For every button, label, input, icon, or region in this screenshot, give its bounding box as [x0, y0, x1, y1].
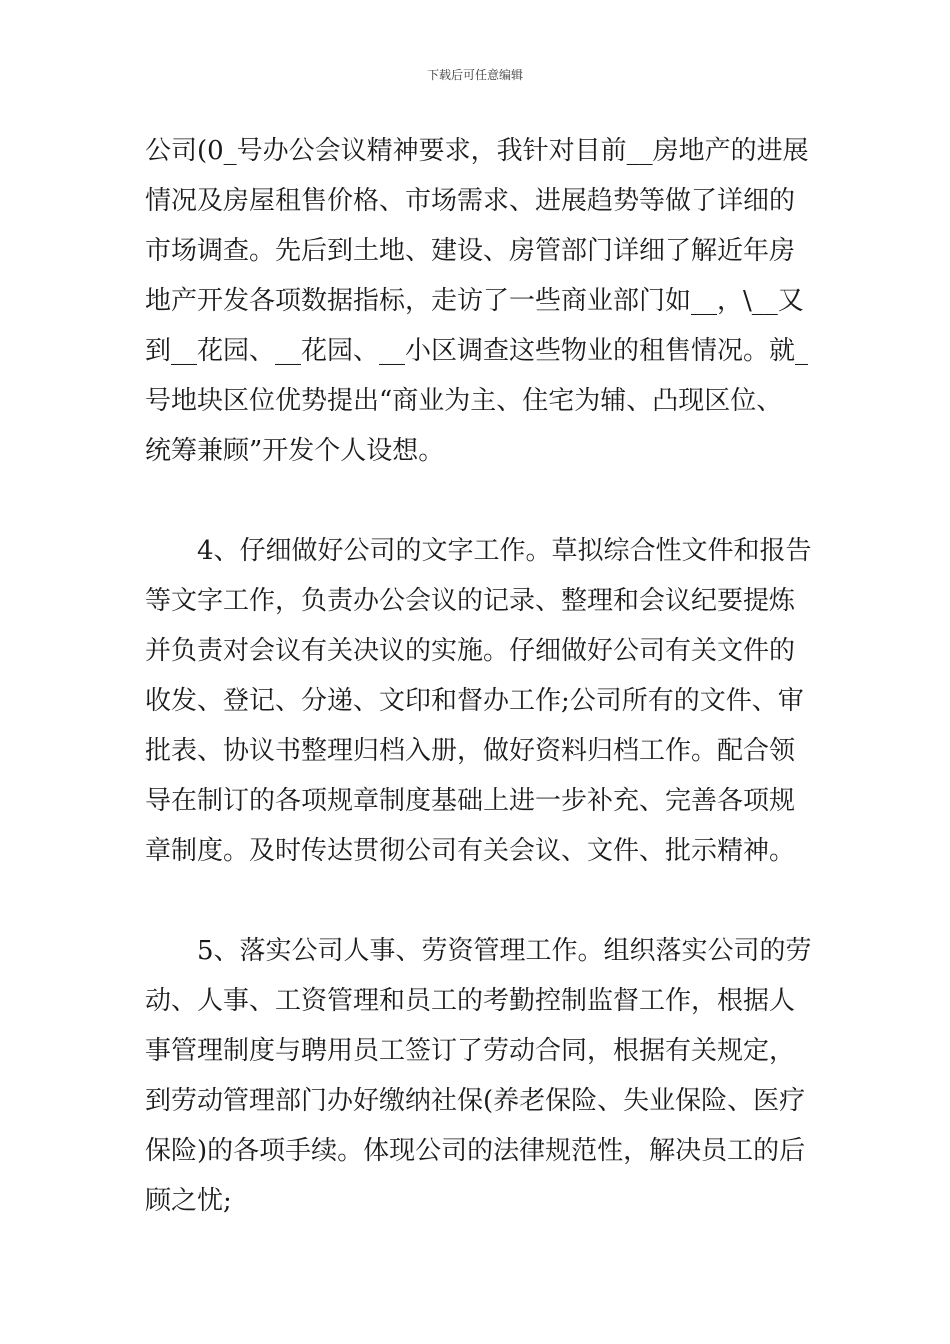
- text-line: 保险)的各项手续。体现公司的法律规范性，解决员工的后: [145, 1136, 806, 1166]
- text-line: 事管理制度与聘用员工签订了劳动合同，根据有关规定，: [145, 1036, 796, 1066]
- text-line: 4、仔细做好公司的文字工作。草拟综合性文件和报告: [145, 536, 812, 566]
- text-line: 导在制订的各项规章制度基础上进一步补充、完善各项规: [145, 786, 796, 816]
- text-line: 到劳动管理部门办好缴纳社保(养老保险、失业保险、医疗: [145, 1086, 806, 1116]
- text-line: 到__花园、__花园、__小区调查这些物业的租售情况。就_: [145, 336, 809, 366]
- text-line: 号地块区位优势提出“商业为主、住宅为辅、凸现区位、: [145, 386, 783, 416]
- text-line: 顾之忧;: [145, 1186, 232, 1216]
- document-body: [145, 128, 815, 1228]
- paragraph-project-research: [145, 128, 815, 478]
- paragraph-spacer: [145, 878, 815, 928]
- text-line: 批表、协议书整理归档入册，做好资料归档工作。配合领: [145, 736, 796, 766]
- text-line: 地产开发各项数据指标，走访了一些商业部门如__，\__又: [145, 286, 804, 316]
- text-line: 情况及房屋租售价格、市场需求、进展趋势等做了详细的: [145, 186, 796, 216]
- page-header: 下载后可任意编辑: [426, 68, 523, 82]
- text-line: 5、落实公司人事、劳资管理工作。组织落实公司的劳: [145, 936, 812, 966]
- text-line: 等文字工作，负责办公会议的记录、整理和会议纪要提炼: [145, 586, 796, 616]
- paragraph-document-work: [145, 528, 815, 878]
- text-line: 并负责对会议有关决议的实施。仔细做好公司有关文件的: [145, 636, 796, 666]
- paragraph-personnel-work: [145, 928, 815, 1228]
- text-line: 市场调查。先后到土地、建设、房管部门详细了解近年房: [145, 236, 796, 266]
- text-line: 收发、登记、分递、文印和督办工作;公司所有的文件、审: [145, 686, 804, 716]
- paragraph-spacer: [145, 478, 815, 528]
- text-line: 动、人事、工资管理和员工的考勤控制监督工作，根据人: [145, 986, 796, 1016]
- text-line: 章制度。及时传达贯彻公司有关会议、文件、批示精神。: [145, 836, 796, 866]
- text-line: 统筹兼顾”开发个人设想。: [145, 436, 445, 466]
- text-line: 公司(0_号办公会议精神要求，我针对目前__房地产的进展: [145, 136, 809, 166]
